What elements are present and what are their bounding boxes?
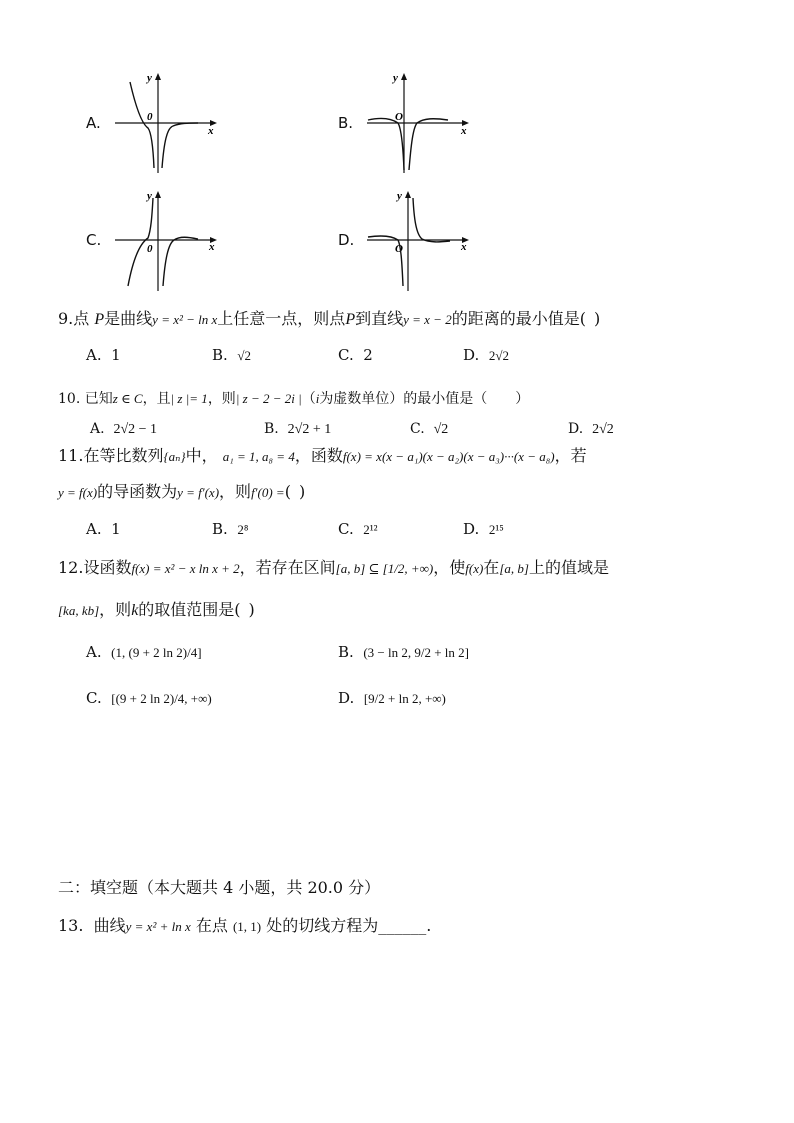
- graph-c: [110, 188, 222, 293]
- option-label: D.: [338, 231, 355, 249]
- option-d: D. 2¹⁵: [463, 520, 504, 538]
- question-number: 11.: [58, 446, 84, 465]
- option-c: C. [(9 + 2 ln 2)/4, +∞): [86, 689, 212, 707]
- question-12-line-2: [ka, kb]，则k的取值范围是( ): [58, 600, 255, 619]
- question-number: 10.: [58, 391, 81, 407]
- question-11-line-2: y = f(x)的导函数为y = f′(x)，则f′(0) =( ): [58, 482, 306, 501]
- line-expr: y = x − 2: [403, 312, 452, 327]
- section-2-title: 二：填空题（本大题共 4 小题，共 20.0 分）: [58, 878, 381, 897]
- axis-y-label: y: [147, 72, 152, 84]
- question-number: 13.: [58, 916, 84, 935]
- svg-text:x: x: [461, 241, 467, 253]
- svg-text:0: 0: [147, 243, 153, 255]
- svg-text:x: x: [461, 125, 467, 137]
- svg-text:y: y: [393, 72, 398, 84]
- svg-text:y: y: [147, 190, 152, 202]
- function-expr: f(x) = x(x − a₁)(x − a₂)(x − a₃)···(x − a₈): [342, 449, 555, 464]
- option-c: C. 2: [338, 346, 373, 364]
- question-10: 10. 已知z ∈ C，且| z |= 1，则| z − 2 − 2i |（i为虚数单位）的最小值是（ ）: [58, 391, 530, 407]
- option-d: D. 2√2: [568, 421, 614, 437]
- svg-text:O: O: [395, 111, 403, 123]
- question-12: 12.设函数f(x) = x² − x ln x + 2，若存在区间[a, b] ⊆ [1/2, +∞)，使f(x)在[a, b]上的值域是: [58, 558, 609, 577]
- option-a: A. 2√2 − 1: [90, 421, 158, 437]
- option-b: B. √2: [212, 346, 251, 364]
- origin-label: 0: [147, 111, 153, 123]
- question-13: 13. 曲线y = x² + ln x 在点 (1, 1) 处的切线方程为______.: [58, 916, 432, 935]
- question-11: 11.在等比数列{aₙ}中， a₁ = 1, a₈ = 4，函数f(x) = x(x − a₁)(x − a₂)(x − a₃)···(x − a₈)，若: [58, 446, 587, 465]
- option-a: A. (1, (9 + 2 ln 2)/4]: [86, 643, 202, 661]
- graph-d: [362, 188, 474, 293]
- option-b: B. (3 − ln 2, 9/2 + ln 2]: [338, 643, 470, 661]
- axis-x-label: x: [208, 125, 214, 137]
- svg-text:x: x: [209, 241, 215, 253]
- option-label: B.: [338, 114, 354, 132]
- option-c: C. √2: [410, 421, 449, 437]
- option-c: C. 2¹²: [338, 520, 378, 538]
- option-a: A. 1: [86, 520, 121, 538]
- option-d: D. [9/2 + ln 2, +∞): [338, 689, 446, 707]
- question-9: 9.点 P是曲线y = x² − ln x上任意一点，则点P到直线y = x − 2的距离的最小值是( ): [58, 309, 601, 328]
- option-d: D. 2√2: [463, 346, 509, 364]
- svg-text:O: O: [395, 243, 403, 255]
- graph-a: [110, 70, 222, 175]
- question-number: 9.: [58, 309, 74, 328]
- option-b: B. 2⁸: [212, 520, 249, 538]
- option-b: B. 2√2 + 1: [264, 421, 332, 437]
- option-label: C.: [86, 231, 102, 249]
- option-a: A. 1: [86, 346, 121, 364]
- question-number: 12.: [58, 558, 84, 577]
- curve-expr: y = x² − ln x: [152, 312, 218, 327]
- graph-b: [362, 70, 474, 175]
- option-label: A.: [86, 114, 101, 132]
- svg-text:y: y: [397, 190, 402, 202]
